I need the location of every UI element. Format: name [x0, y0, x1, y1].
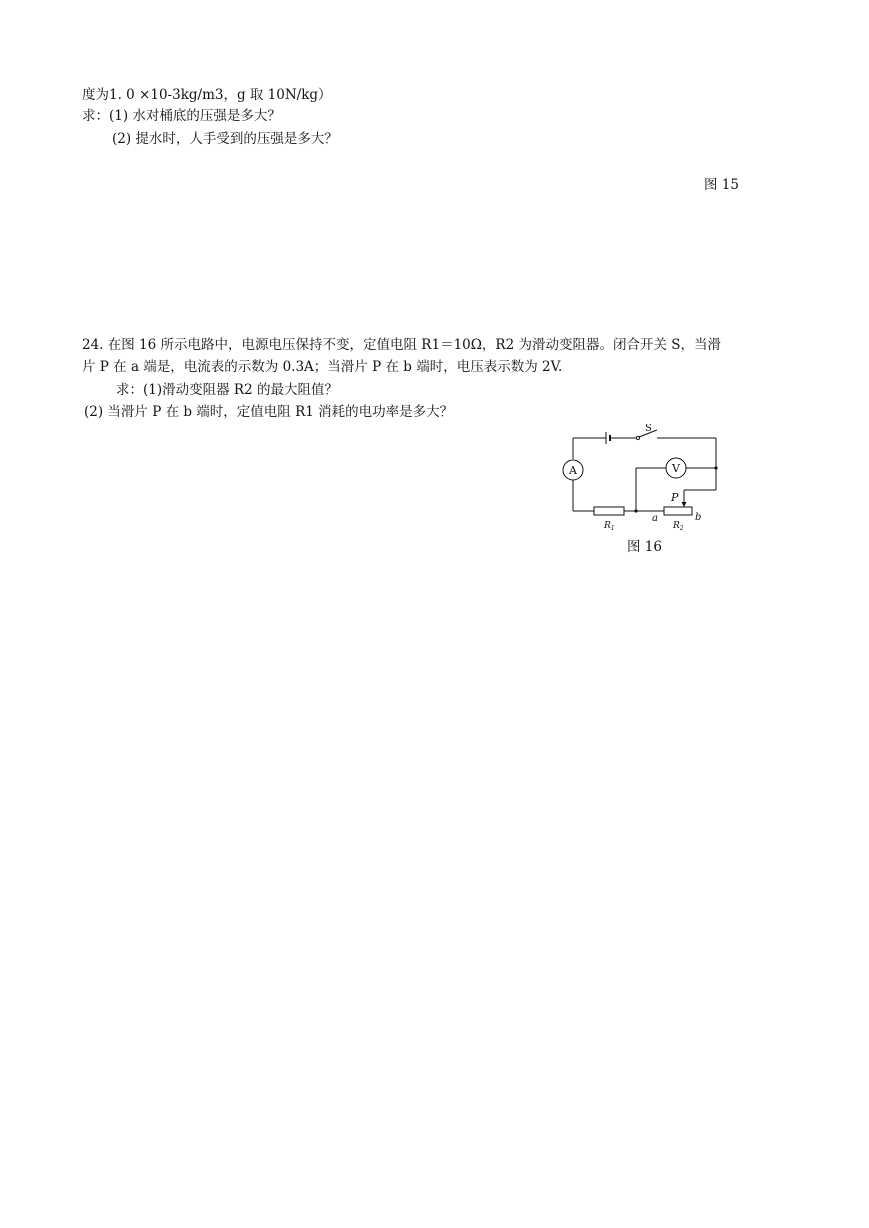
ammeter-label: A	[569, 464, 577, 477]
end-b-label: b	[695, 512, 702, 523]
voltmeter-label: V	[672, 462, 680, 475]
slider-label: P	[671, 491, 679, 504]
rheostat-r2	[664, 507, 692, 515]
circuit-diagram-figure-16	[556, 424, 726, 539]
r2-subscript: 2	[679, 525, 684, 532]
switch-label: S	[645, 424, 652, 434]
question-23-part-2: (2) 提水时，人手受到的压强是多大？	[112, 131, 338, 147]
r2-letter: R	[673, 521, 680, 531]
question-23-part-1: 求：(1) 水对桶底的压强是多大？	[82, 108, 281, 124]
text-line-density: 度为1. 0 ×10-3kg/m3，g 取 10N/kg）	[82, 87, 332, 103]
question-24-part-1: 求：(1)滑动变阻器 R2 的最大阻值？	[116, 382, 338, 398]
question-24-text-line-1: 24. 在图 16 所示电路中，电源电压保持不变，定值电阻 R1＝10Ω，R2 为滑动变阻器。闭合开关 S，当滑	[82, 337, 722, 353]
r2-label	[672, 521, 684, 532]
junction-dot	[634, 509, 637, 512]
r1-letter: R	[604, 521, 611, 531]
question-24-part-2: (2) 当滑片 P 在 b 端时，定值电阻 R1 消耗的电功率是多大？	[84, 404, 454, 420]
resistor-r1	[594, 507, 624, 515]
r1-label	[603, 521, 615, 532]
question-24-text-line-2: 片 P 在 a 端是，电流表的示数为 0.3A；当滑片 P 在 b 端时，电压表示数为 2V.	[82, 359, 563, 375]
r1-subscript: 1	[610, 525, 615, 532]
figure-15-caption: 图 15	[704, 177, 739, 193]
slider-arrow-icon	[682, 502, 687, 507]
end-a-label: a	[652, 513, 658, 524]
figure-16-caption: 图 16	[627, 539, 662, 555]
junction-dot-right	[714, 466, 717, 469]
